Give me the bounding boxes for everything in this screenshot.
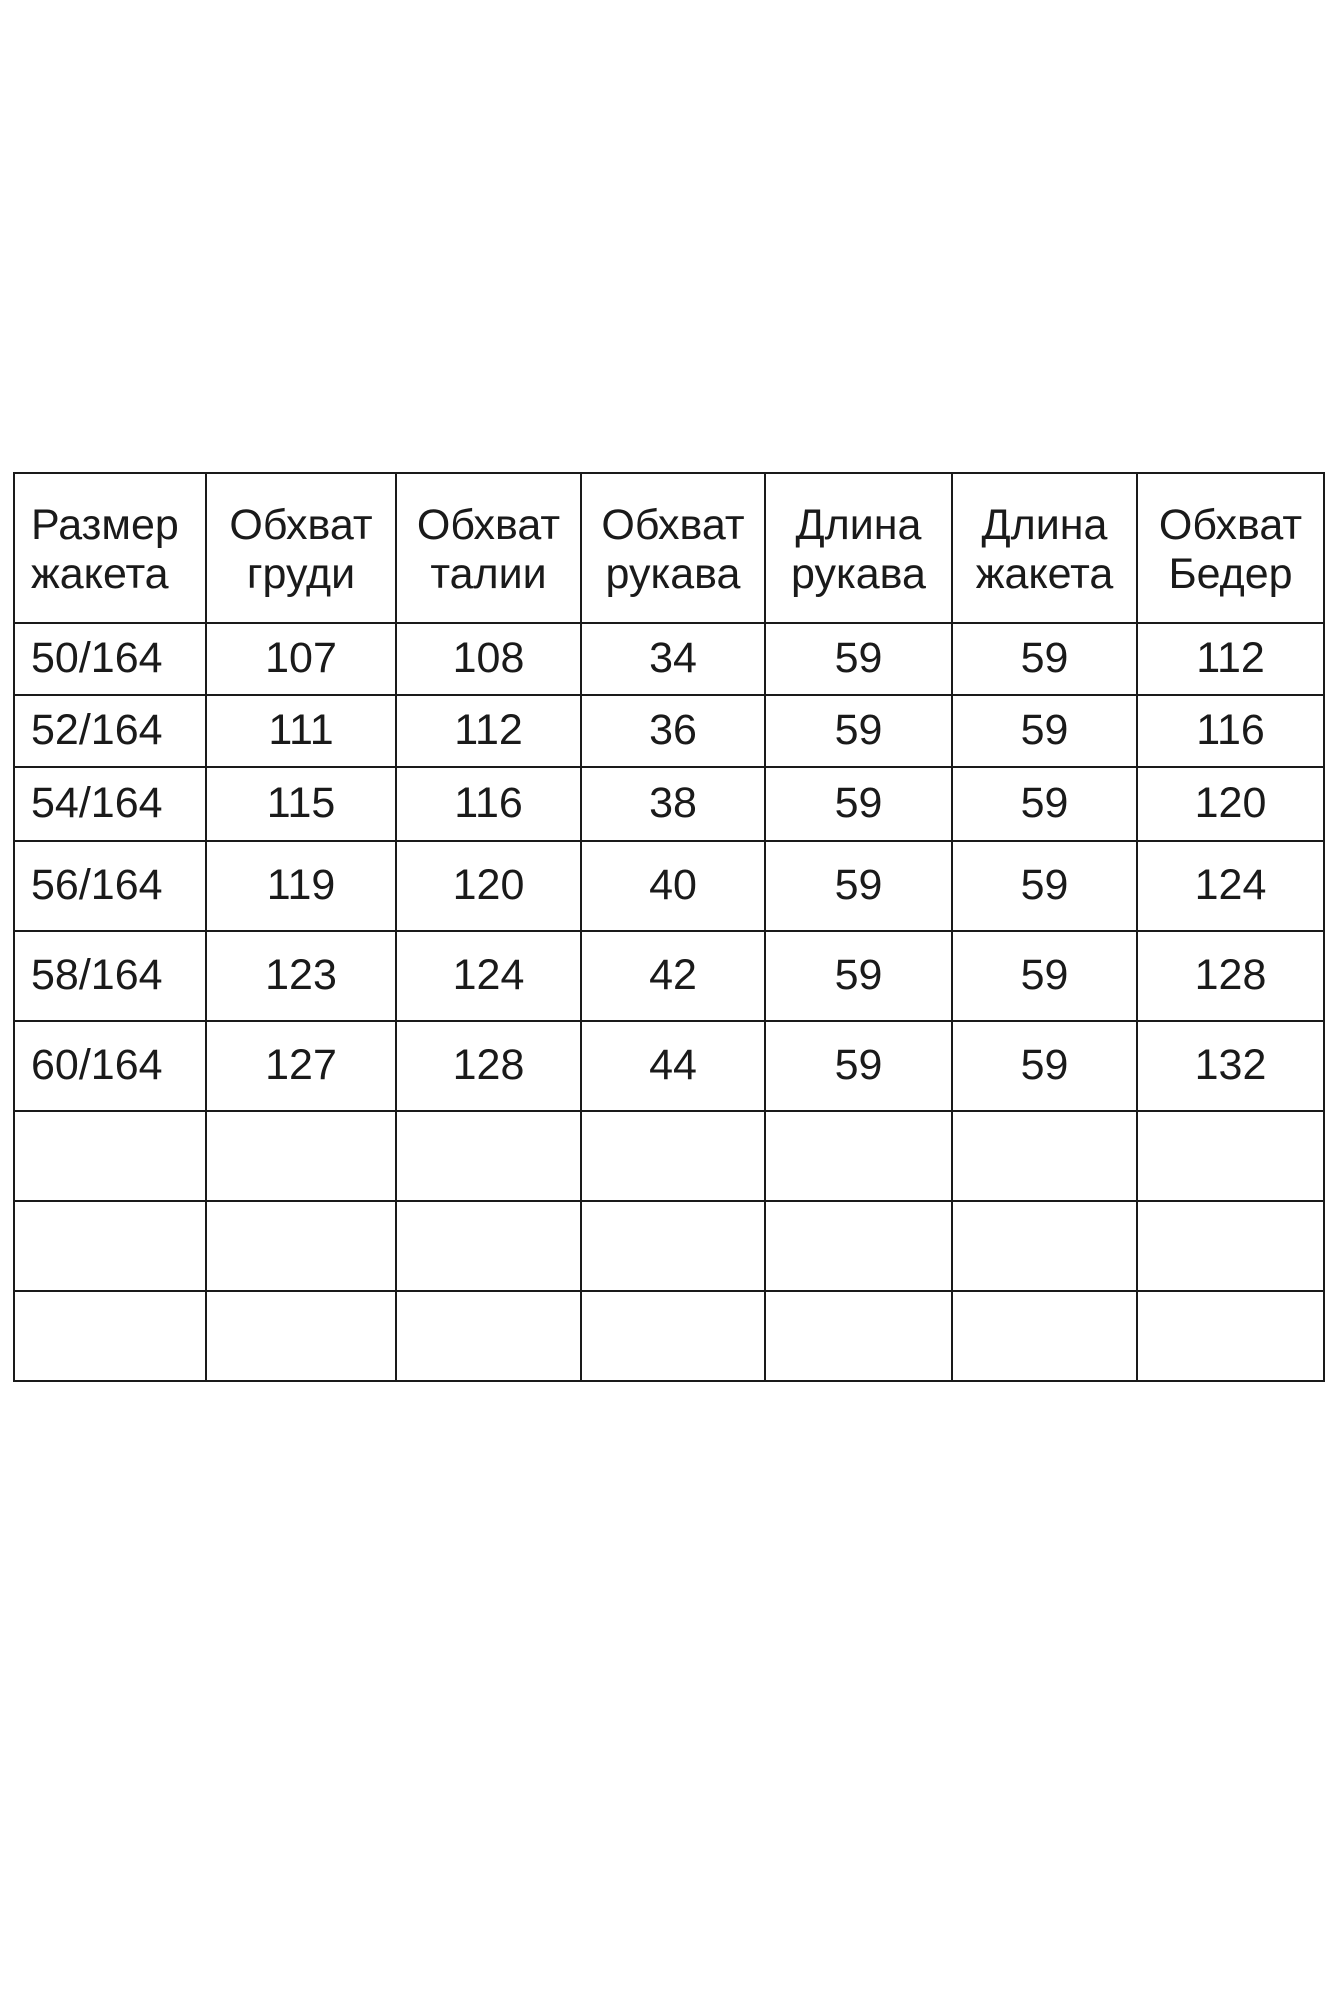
table-cell: 44	[581, 1021, 765, 1111]
header-jacket-length: Длина жакета	[952, 473, 1137, 623]
empty-cell	[396, 1111, 581, 1201]
table-cell: 38	[581, 767, 765, 841]
table-cell: 132	[1137, 1021, 1324, 1111]
table-row	[14, 695, 1324, 767]
table-cell: 59	[765, 931, 952, 1021]
empty-cell	[952, 1111, 1137, 1201]
table-cell: 34	[581, 623, 765, 695]
table-cell: 58/164	[14, 931, 206, 1021]
table-cell: 123	[206, 931, 396, 1021]
table-cell: 128	[396, 1021, 581, 1111]
header-size: Размер жакета	[14, 473, 206, 623]
empty-cell	[206, 1111, 396, 1201]
empty-cell	[14, 1201, 206, 1291]
table-cell: 116	[1137, 695, 1324, 767]
table-cell: 59	[952, 695, 1137, 767]
empty-cell	[1137, 1291, 1324, 1381]
table-cell: 124	[1137, 841, 1324, 931]
empty-cell	[1137, 1111, 1324, 1201]
empty-cell	[14, 1291, 206, 1381]
empty-cell	[952, 1201, 1137, 1291]
empty-cell	[581, 1111, 765, 1201]
table-cell: 116	[396, 767, 581, 841]
empty-cell	[765, 1111, 952, 1201]
table-cell: 50/164	[14, 623, 206, 695]
table-cell: 40	[581, 841, 765, 931]
table-cell: 115	[206, 767, 396, 841]
table-cell: 36	[581, 695, 765, 767]
table-cell: 111	[206, 695, 396, 767]
table-cell: 60/164	[14, 1021, 206, 1111]
table-cell: 59	[952, 623, 1137, 695]
table-cell: 107	[206, 623, 396, 695]
empty-row	[14, 1111, 1324, 1201]
table-cell: 59	[952, 1021, 1137, 1111]
empty-cell	[396, 1291, 581, 1381]
table-cell: 127	[206, 1021, 396, 1111]
table-cell: 59	[952, 931, 1137, 1021]
header-sleeve-girth: Обхват рукава	[581, 473, 765, 623]
table-cell: 52/164	[14, 695, 206, 767]
header-sleeve-length: Длина рукава	[765, 473, 952, 623]
table-cell: 59	[765, 841, 952, 931]
empty-cell	[1137, 1201, 1324, 1291]
table-cell: 59	[952, 841, 1137, 931]
empty-cell	[765, 1201, 952, 1291]
table-cell: 112	[1137, 623, 1324, 695]
empty-cell	[765, 1291, 952, 1381]
table-cell: 120	[396, 841, 581, 931]
table-cell: 59	[952, 767, 1137, 841]
table-cell: 59	[765, 695, 952, 767]
table-row	[14, 767, 1324, 841]
header-row	[14, 473, 1324, 623]
empty-row	[14, 1201, 1324, 1291]
table-cell: 124	[396, 931, 581, 1021]
empty-cell	[206, 1291, 396, 1381]
table-cell: 119	[206, 841, 396, 931]
empty-row	[14, 1291, 1324, 1381]
table-row	[14, 931, 1324, 1021]
empty-cell	[581, 1291, 765, 1381]
table-cell: 59	[765, 623, 952, 695]
table-row	[14, 841, 1324, 931]
table-cell: 42	[581, 931, 765, 1021]
table-cell: 56/164	[14, 841, 206, 931]
size-chart-table	[13, 472, 1325, 1382]
table-cell: 112	[396, 695, 581, 767]
header-waist: Обхват талии	[396, 473, 581, 623]
table-cell: 120	[1137, 767, 1324, 841]
table-cell: 59	[765, 767, 952, 841]
header-hips: Обхват Бедер	[1137, 473, 1324, 623]
header-chest: Обхват груди	[206, 473, 396, 623]
table-row	[14, 623, 1324, 695]
table-cell: 59	[765, 1021, 952, 1111]
empty-cell	[952, 1291, 1137, 1381]
table-row	[14, 1021, 1324, 1111]
table-cell: 128	[1137, 931, 1324, 1021]
table-cell: 108	[396, 623, 581, 695]
empty-cell	[14, 1111, 206, 1201]
empty-cell	[206, 1201, 396, 1291]
empty-cell	[581, 1201, 765, 1291]
table-cell: 54/164	[14, 767, 206, 841]
empty-cell	[396, 1201, 581, 1291]
